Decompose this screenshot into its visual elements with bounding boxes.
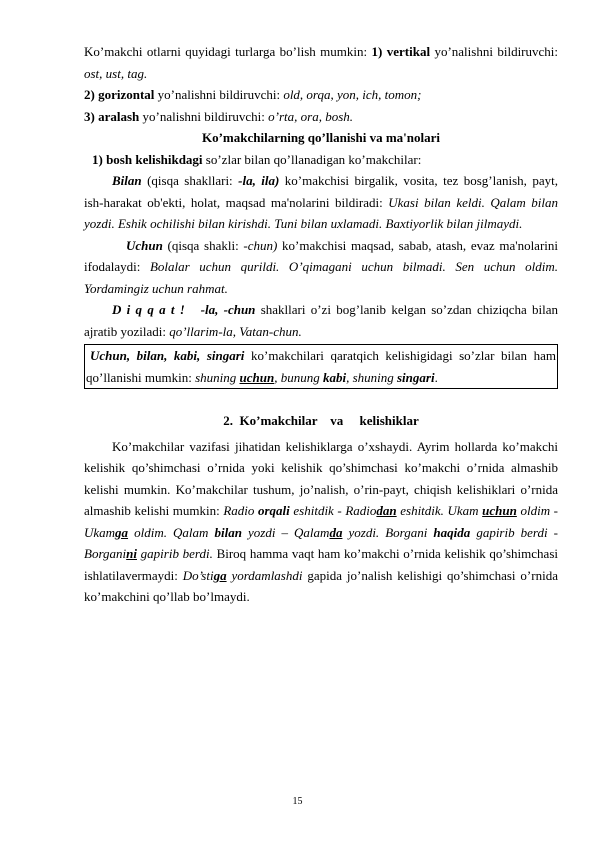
ex-dosti: Do’sti (182, 567, 214, 583)
item2-label: 2) gorizontal (84, 87, 155, 102)
section-heading-usage: Ko’makchilarning qo’llanishi va ma'nolari (201, 130, 440, 145)
note-text: shakllari o’zi bog’lanib kelgan so’zdan chiziqcha bilan ajratib yoziladi: (84, 302, 559, 339)
bilan-description: ko’makchisi birgalik, vosita, tez bosg’lanish, payt, ish-harakat ob'ekti, holat, maqsad ma'nolarini bildiradi: (84, 173, 559, 210)
note-forms: -la, -chun (200, 302, 256, 317)
ex-ga: ga (115, 524, 129, 540)
box-ex2a: bunung (280, 369, 323, 385)
para2-text1: Ko’makchilar vazifasi jihatidan kelishiklarga o’xshaydi. Ayrim hollarda ko’makchi kelishik qo’shimchasi o’rnida yoki kelishik qo’shimchasi ko’makchi o’rnida almashib kelishi mumkin. Ko’makchilar tushum, jo’nalish, o’rin-payt, chiqish kelishiklari o’rnida almashib kelishi mumkin: (84, 438, 558, 518)
item3-label: 3) aralash (84, 108, 140, 124)
uchun-short-open: (qisqa shakli: (162, 237, 244, 253)
bilan-short-forms: -la, ila) (238, 173, 280, 188)
item2-examples: old, orqa, yon, ich, tomon; (283, 87, 422, 102)
item3-line (84, 106, 558, 128)
note-paragraph (84, 299, 558, 342)
item3-text: yo’nalishni bildiruvchi: (139, 108, 269, 124)
bosh-label: 1) bosh kelishikdagi (92, 151, 203, 167)
bilan-paragraph (84, 170, 558, 235)
uchun-short-form: -chun) (243, 237, 278, 253)
uchun-paragraph (84, 235, 558, 300)
ex-ga-2: ga (213, 567, 227, 583)
box-ex3a: shuning (352, 369, 397, 385)
box-ex2b: kabi (322, 369, 347, 385)
section-heading-2: 2. Ko’makchilar va kelishiklar (223, 413, 419, 428)
page-number: 15 (292, 796, 303, 807)
ex-uchun: uchun (482, 503, 517, 518)
ex-yozdi: yozdi – Qalam (241, 524, 330, 540)
spacer (84, 389, 558, 410)
ex-radio: Radio (223, 503, 258, 518)
bilan-examples: Ukasi bilan keldi. Qalam bilan yozdi. Eshik ochilishi bilan kirishdi. Tuni bilan uxlamadi. Baxtiyorlik bilan jilmaydi. (84, 194, 558, 231)
item2-line (84, 84, 558, 106)
bilan-short-open: (qisqa shakllari: (141, 173, 239, 188)
para2-text3: gapida jo’nalish kelishigi qo’shimchasi o’rnida ko’makchini qo’llab bo’lmaydi. (84, 567, 558, 604)
ex-qalam: oldim. Qalam (128, 524, 215, 540)
box-ex1b: uchun (239, 369, 275, 385)
uchun-word: Uchun (126, 237, 163, 253)
uchun-description: ko’makchisi maqsad, sabab, atash, evaz ma'nolarini ifodalaydi: (84, 237, 558, 274)
para2-text2: Biroq hamma vaqt ham ko’makchi o’rnida kelishik qo’shimchasi ishlatilavermaydi: (84, 546, 558, 583)
item3-examples: o’rta, ora, bosh. (268, 108, 354, 124)
ex-haqida: haqida (433, 524, 471, 540)
box-words: Uchun, bilan, kabi, singari (90, 348, 245, 363)
bilan-word: Bilan (112, 173, 142, 188)
item1-examples: ost, ust, tag. (84, 65, 148, 81)
ex-ukam: eshitdik. Ukam (396, 503, 483, 518)
ex-orqali: orqali (258, 503, 290, 518)
ex-borgani: yozdi. Borgani (342, 524, 434, 540)
document-page (84, 41, 558, 608)
box-text: ko’makchilari qaratqich kelishigidagi so’zlar bilan ham qo’llanishi mumkin: (86, 348, 556, 385)
note-examples: qo’llarim-la, Vatan-chun. (169, 323, 302, 339)
ex-bilan: bilan (214, 524, 242, 540)
ex-gapirib-2: gapirib berdi. (136, 546, 213, 561)
ex-ni: ni (126, 546, 137, 561)
uchun-examples: Bolalar uchun qurildi. O’qimagani uchun bilmadi. Sen uchun oldim. Yordamingiz uchun rahmat. (84, 259, 558, 296)
info-box (84, 344, 558, 389)
ex-da: da (329, 524, 343, 540)
ex-dan: dan (376, 503, 397, 518)
info-box-text (86, 345, 556, 388)
intro-paragraph (84, 41, 558, 84)
ex-gapirib: gapirib berdi - Borgani (84, 524, 558, 561)
note-label: D i q q a t ! (112, 302, 185, 317)
item1-label: 1) vertikal (371, 44, 431, 59)
ex-oldim: oldim - Ukam (84, 503, 559, 540)
box-sep2: , (346, 369, 353, 385)
item1-text: yo’nalishni bildiruvchi: (430, 44, 558, 59)
box-sep1: , (274, 369, 281, 385)
box-end: . (434, 369, 438, 385)
bosh-text: so’zlar bilan qo’llanadigan ko’makchilar: (202, 151, 422, 167)
kelishik-paragraph (84, 436, 558, 608)
bosh-kelishik-line (84, 149, 558, 171)
ex-yordamlashdi: yordamlashdi (226, 567, 303, 583)
box-ex1a: shuning (195, 369, 240, 385)
intro-lead: Ko’makchi otlarni quyidagi turlarga bo’lish mumkin: (84, 44, 372, 59)
box-ex3b: singari (396, 369, 435, 385)
item2-text: yo’nalishni bildiruvchi: (154, 87, 284, 102)
ex-eshitdik: eshitdik - Radio (289, 503, 377, 518)
